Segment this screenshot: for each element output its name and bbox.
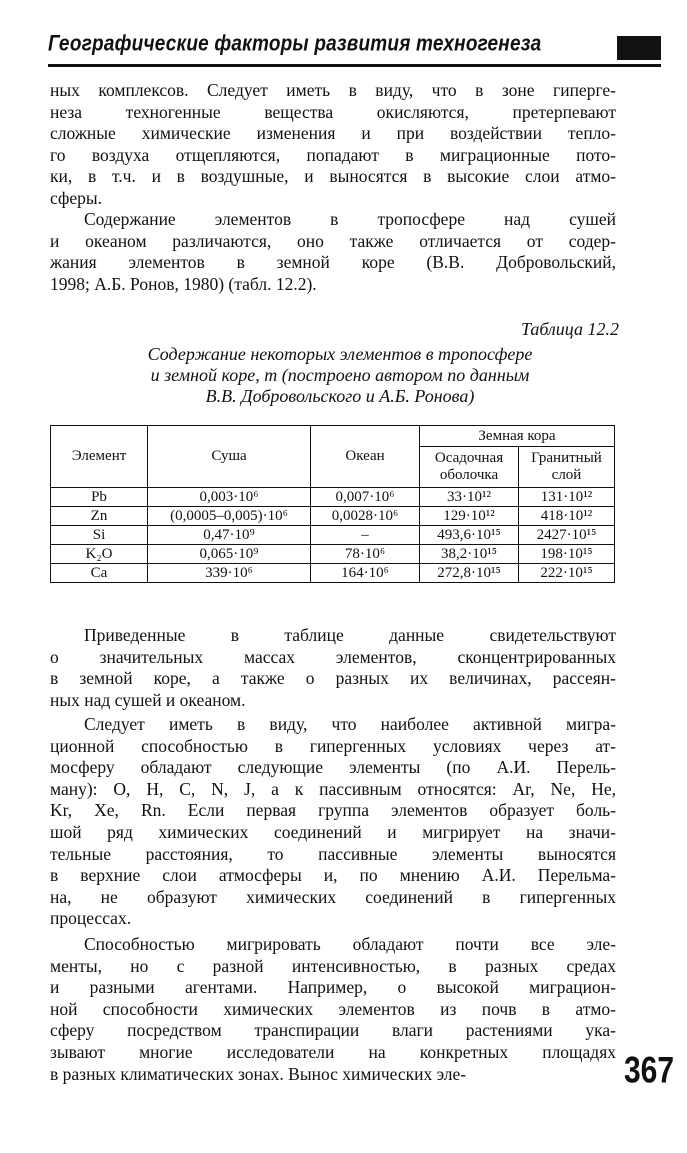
cell-element: Zn [51, 507, 148, 526]
caption-line: и земной коре, т (построено автором по данным [150, 365, 530, 385]
col-header-land: Суша [148, 426, 311, 488]
cell-ocean: – [311, 526, 420, 545]
table-caption [60, 344, 620, 407]
col-header-ocean: Океан [311, 426, 420, 488]
text-line: сложные химические изменения и при воздействии тепло- [50, 123, 616, 144]
cell-element: K₂O [51, 545, 148, 564]
text-line: Приведенные в таблице данные свидетельствуют [84, 625, 616, 645]
header-title: Географические факторы развития техногенеза [48, 32, 542, 57]
text-line: процессах. [50, 908, 132, 929]
col-header-element: Элемент [51, 426, 148, 488]
paragraph-1 [50, 80, 616, 210]
col-header-granite: Гранитный слой [519, 447, 615, 488]
data-table [50, 425, 615, 583]
text-line: ной способности химических элементов из почв в атмо- [50, 998, 616, 1019]
text-line: го воздуха отщепляются, попадают в миграционные пото- [50, 144, 616, 165]
cell-sedimentary: 272,8·10¹⁵ [420, 564, 519, 583]
cell-granite: 198·10¹⁵ [519, 545, 615, 564]
cell-land: 0,47·10⁹ [148, 526, 311, 545]
paragraph-5 [50, 934, 616, 1085]
cell-ocean: 164·10⁶ [311, 564, 420, 583]
text-line: в земной коре, а также о разных их величинах, рассеян- [50, 668, 616, 689]
table-row [51, 488, 615, 507]
col-header-sedimentary: Осадочная оболочка [420, 447, 519, 488]
text-line: мосферу обладают следующие элементы (по А.И. Перель- [50, 757, 616, 778]
text-line: менты, но с разной интенсивностью, в разных средах [50, 955, 616, 976]
text-line: Следует иметь в виду, что наиболее активной мигра- [84, 714, 616, 734]
table-row [51, 545, 615, 564]
cell-sedimentary: 33·10¹² [420, 488, 519, 507]
text-line: неза техногенные вещества окисляются, претерпевают [50, 101, 616, 122]
text-line: и океаном различаются, оно также отличается от содер- [50, 230, 616, 251]
text-line: ционной способностью в гипергенных условиях через ат- [50, 735, 616, 756]
text-line: Содержание элементов в тропосфере над сушей [84, 209, 616, 229]
text-line: ки, в т.ч. и в воздушные, и выносятся в высокие слои атмо- [50, 166, 616, 187]
cell-ocean: 0,0028·10⁶ [311, 507, 420, 526]
cell-ocean: 0,007·10⁶ [311, 488, 420, 507]
text-line: сферы. [50, 187, 102, 208]
cell-land: (0,0005–0,005)·10⁶ [148, 507, 311, 526]
cell-granite: 131·10¹² [519, 488, 615, 507]
text-line: в разных климатических зонах. Вынос химических эле- [50, 1063, 467, 1084]
cell-land: 0,065·10⁹ [148, 545, 311, 564]
cell-sedimentary: 493,6·10¹⁵ [420, 526, 519, 545]
text-line: ных над сушей и океаном. [50, 689, 246, 710]
cell-sedimentary: 38,2·10¹⁵ [420, 545, 519, 564]
cell-land: 0,003·10⁶ [148, 488, 311, 507]
table-row [51, 507, 615, 526]
caption-line: В.В. Добровольского и А.Б. Ронова) [205, 386, 475, 406]
cell-element: Ca [51, 564, 148, 583]
text-line: тельные расстояния, то пассивные элементы выносятся [50, 843, 616, 864]
cell-ocean: 78·10⁶ [311, 545, 420, 564]
cell-granite: 222·10¹⁵ [519, 564, 615, 583]
text-line: зывают многие исследователи на конкретных площадях [50, 1041, 616, 1062]
running-header [48, 30, 661, 67]
text-line: и разными агентами. Например, о высокой миграцион- [50, 977, 616, 998]
cell-element: Pb [51, 488, 148, 507]
col-header-crust: Земная кора [420, 426, 615, 447]
text-line: жания элементов в земной коре (В.В. Добровольский, [50, 252, 616, 273]
cell-sedimentary: 129·10¹² [420, 507, 519, 526]
text-line: сферу посредством транспирации влаги растениями ука- [50, 1020, 616, 1041]
text-line: на, не образуют химических соединений в гипергенных [50, 886, 616, 907]
text-line: Kr, Xe, Rn. Если первая группа элементов образует боль- [50, 800, 616, 821]
cell-element: Si [51, 526, 148, 545]
paragraph-3 [50, 625, 616, 711]
table-row [51, 526, 615, 545]
text-line: шой ряд химических соединений и мигрирует на значи- [50, 821, 616, 842]
table-row [51, 564, 615, 583]
text-line: Способностью мигрировать обладают почти все эле- [84, 934, 616, 954]
cell-granite: 2427·10¹⁵ [519, 526, 615, 545]
paragraph-4 [50, 714, 616, 930]
header-black-block [617, 36, 661, 60]
page-number: 367 [624, 1050, 675, 1092]
caption-line: Содержание некоторых элементов в тропосфере [147, 344, 533, 364]
text-line: ных комплексов. Следует иметь в виду, что в зоне гиперге- [50, 80, 616, 100]
text-line: 1998; А.Б. Ронов, 1980) (табл. 12.2). [50, 273, 317, 294]
text-line: ману): O, H, C, N, J, а к пассивным относятся: Ar, Ne, He, [50, 778, 616, 799]
cell-land: 339·10⁶ [148, 564, 311, 583]
text-line: в верхние слои атмосферы и, по мнению А.И. Перельма- [50, 865, 616, 886]
text-line: о значительных массах элементов, сконцентрированных [50, 646, 616, 667]
cell-granite: 418·10¹² [519, 507, 615, 526]
table-number: Таблица 12.2 [520, 319, 619, 339]
paragraph-2 [50, 209, 616, 295]
